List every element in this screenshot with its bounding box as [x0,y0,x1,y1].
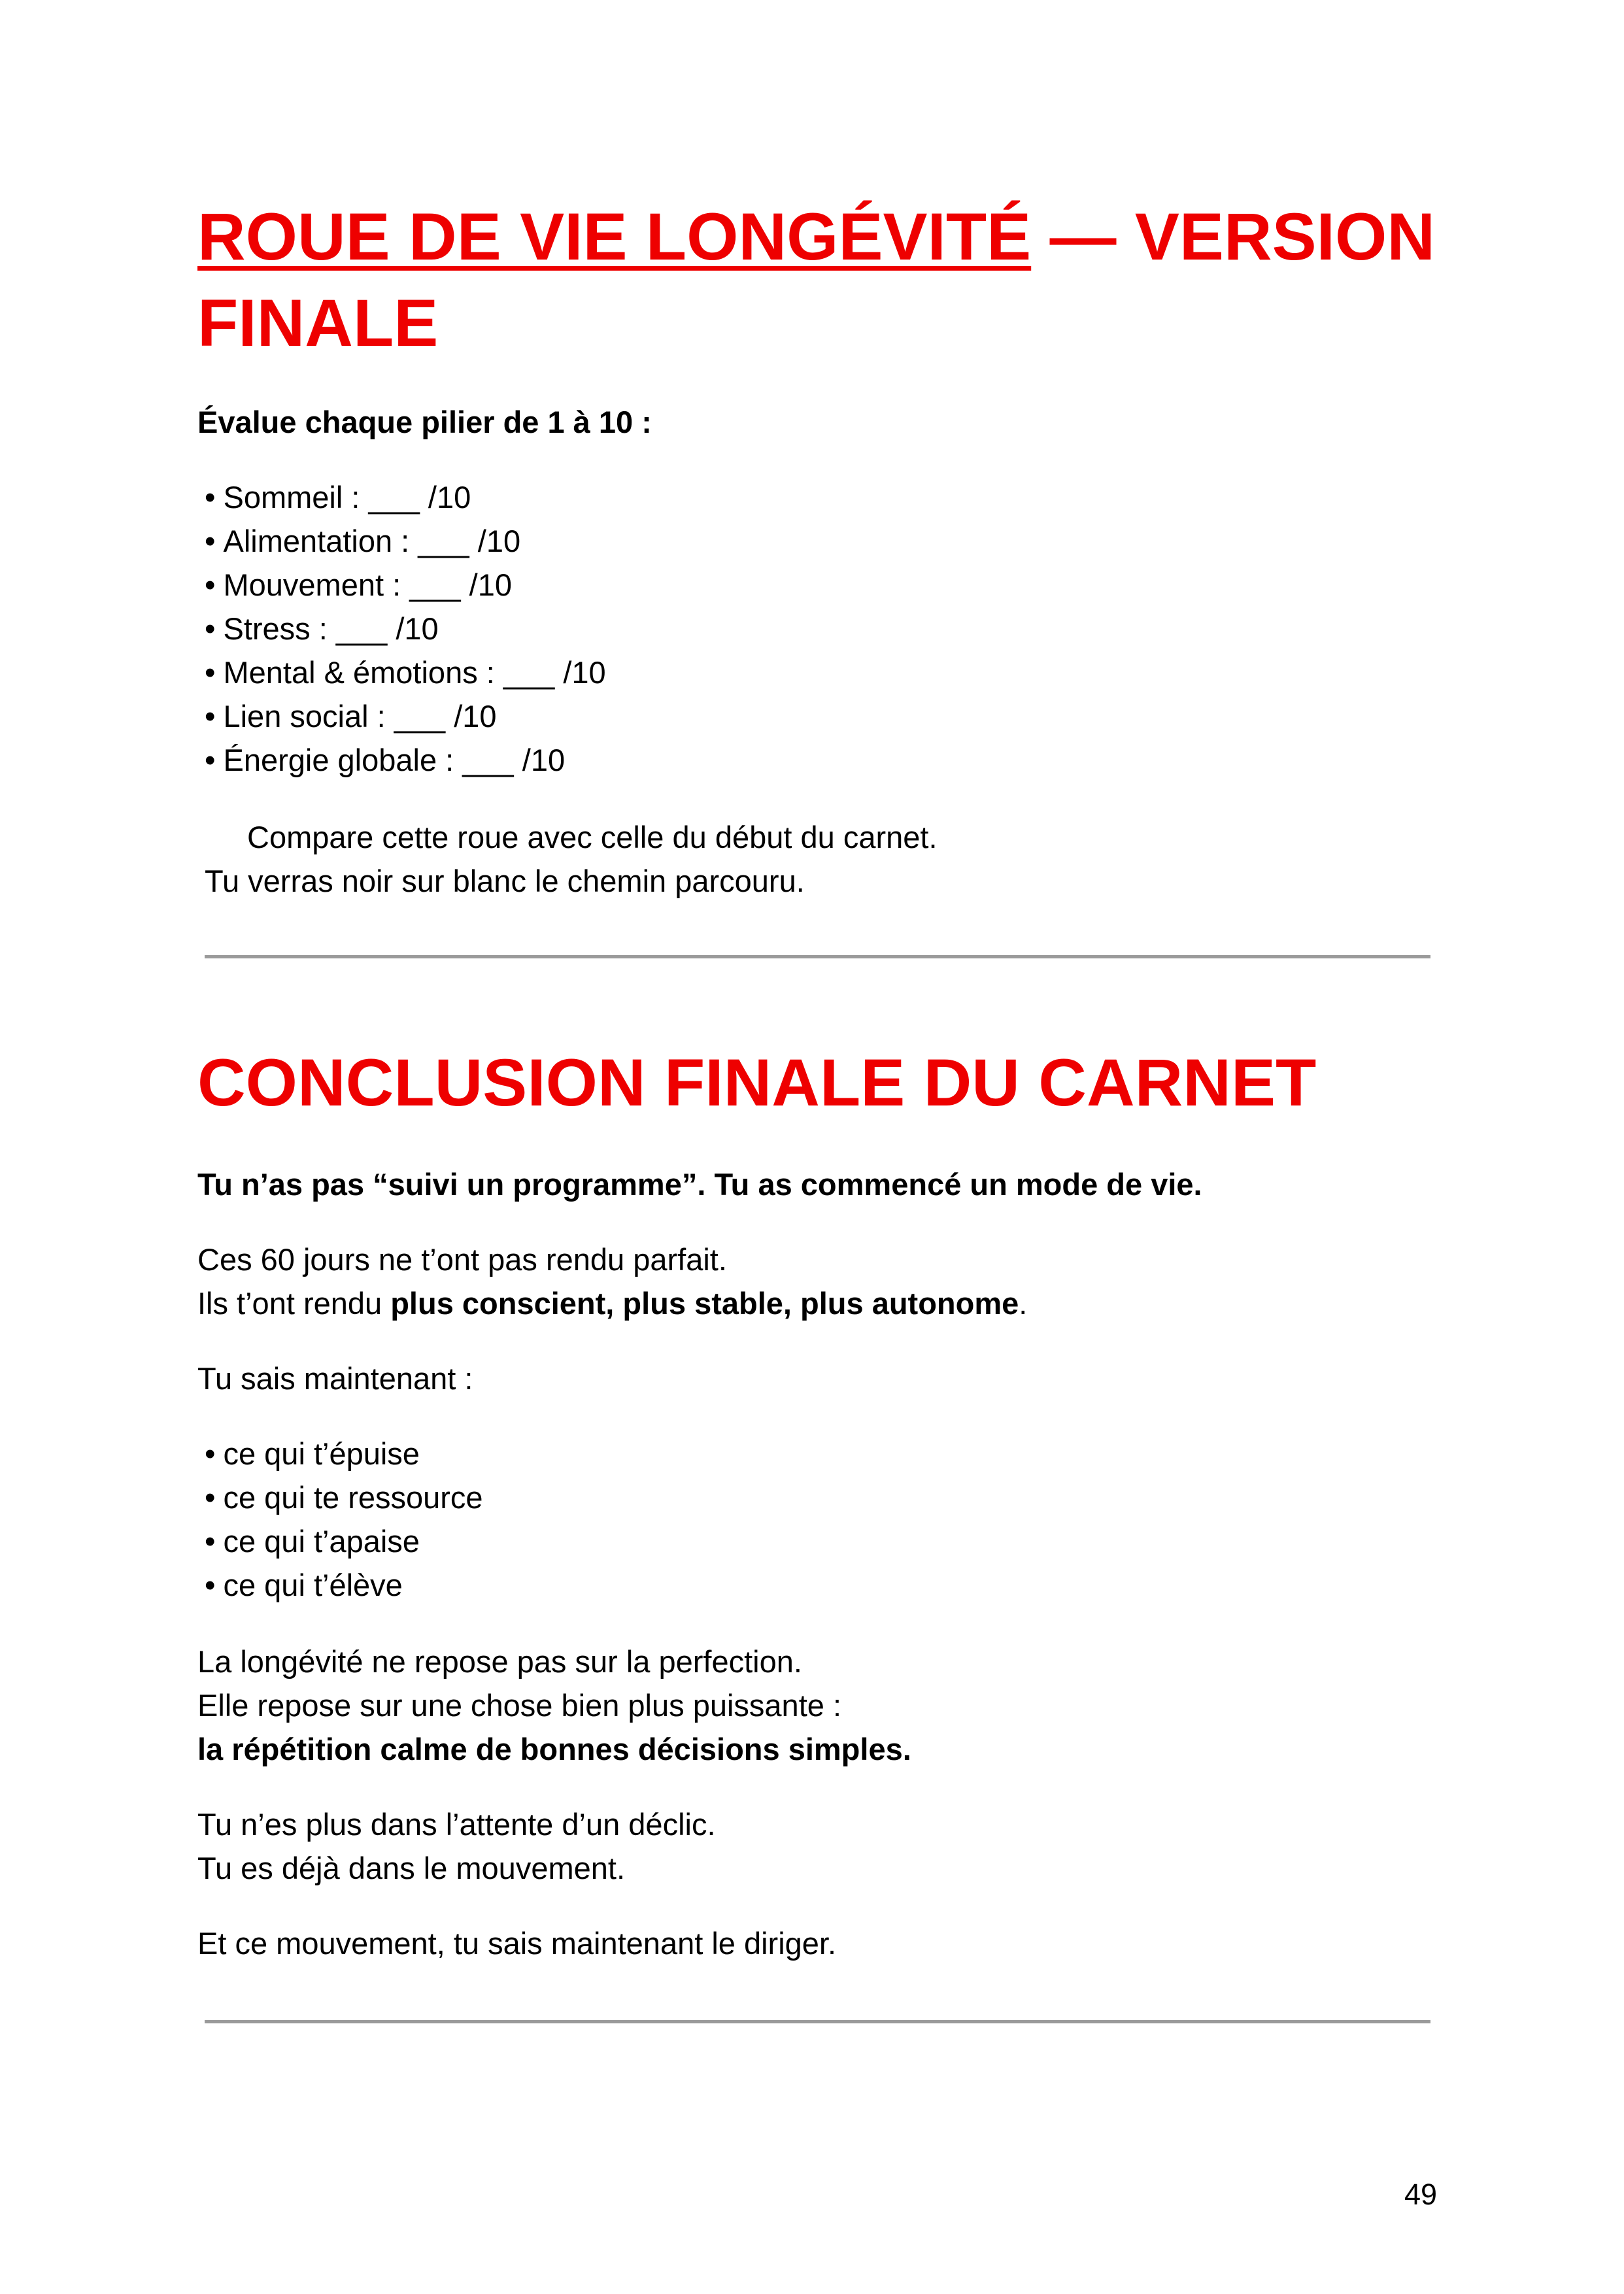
bullet: • [205,567,216,602]
heading-underlined-part: ROUE DE VIE LONGÉVITÉ [197,199,1032,274]
list-item: • Sommeil : ___ /10 [205,480,471,514]
heading-roue-de-vie [197,194,1435,366]
bullet: • [205,524,216,558]
instruction-text: Évalue chaque pilier de 1 à 10 : [197,405,652,439]
bullet: • [205,655,216,690]
bullet: • [205,611,216,646]
emphasis-text: plus conscient, plus stable, plus autonome [390,1286,1019,1321]
lead-text: Tu n’as pas “suivi un programme”. Tu as commencé un mode de vie. [197,1167,1202,1202]
page-number: 49 [1404,2178,1437,2211]
paragraph-line: Elle repose sur une chose bien plus puissante : [197,1688,842,1723]
list-item: • ce qui t’élève [205,1568,403,1602]
list-item: • Alimentation : ___ /10 [205,524,521,558]
paragraph-line: Ces 60 jours ne t’ont pas rendu parfait. [197,1242,727,1277]
paragraph-line: Et ce mouvement, tu sais maintenant le diriger. [197,1926,837,1961]
bullet: • [205,743,216,777]
paragraph-line-bold: la répétition calme de bonnes décisions simples. [197,1732,911,1766]
heading-conclusion: CONCLUSION FINALE DU CARNET [197,1045,1317,1120]
paragraph-line: Tu es déjà dans le mouvement. [197,1851,626,1885]
list-item: • Énergie globale : ___ /10 [205,743,566,777]
list-item: • ce qui t’apaise [205,1524,420,1559]
list-item: • ce qui t’épuise [205,1436,420,1471]
horizontal-rule [205,2020,1430,2023]
bullet: • [205,1480,216,1515]
knows-list [205,1432,483,1607]
pillar-list [205,475,606,782]
compare-line-1: Compare cette roue avec celle du début du carnet. [247,820,938,854]
list-item: • Mental & émotions : ___ /10 [205,655,606,690]
heading-rest: — VERSION [1031,199,1435,274]
bullet: • [205,1568,216,1602]
bullet: • [205,480,216,514]
list-item: • Mouvement : ___ /10 [205,567,513,602]
bullet: • [205,1436,216,1471]
list-item: • ce qui te ressource [205,1480,483,1515]
paragraph-line: La longévité ne repose pas sur la perfection. [197,1644,802,1679]
list-item: • Stress : ___ /10 [205,611,439,646]
paragraph-line: Ils t’ont rendu plus conscient, plus stable, plus autonome. [197,1286,1028,1321]
list-item: • Lien social : ___ /10 [205,699,497,734]
heading-line2: FINALE [197,286,439,360]
horizontal-rule [205,955,1430,958]
bullet: • [205,699,216,734]
bullet: • [205,1524,216,1559]
compare-line-2: Tu verras noir sur blanc le chemin parcouru. [205,864,805,898]
paragraph-line: Tu sais maintenant : [197,1361,473,1396]
paragraph-line: Tu n’es plus dans l’attente d’un déclic. [197,1807,716,1842]
